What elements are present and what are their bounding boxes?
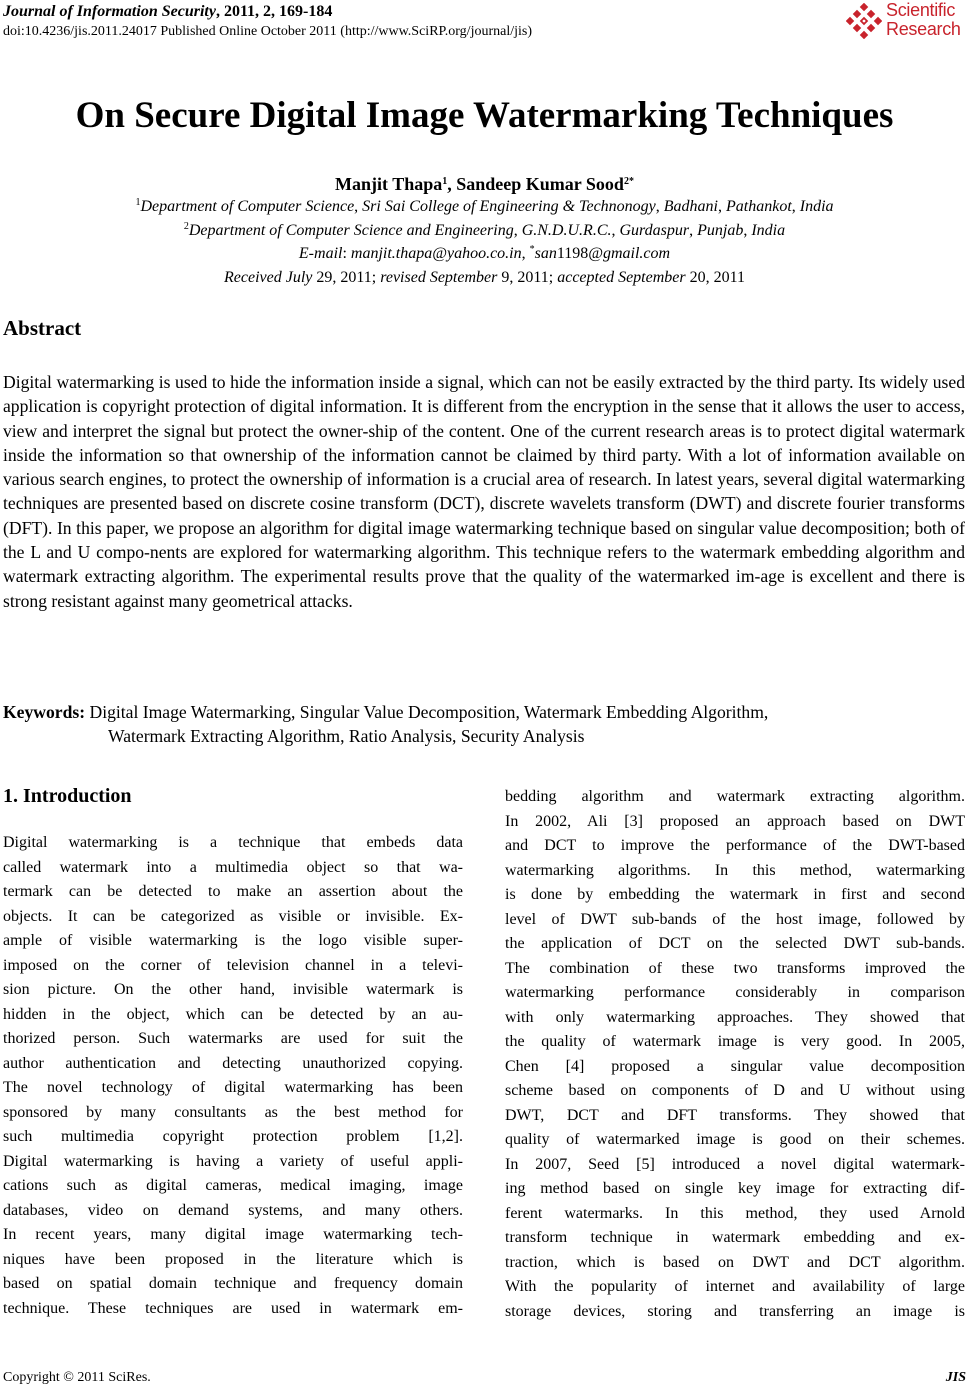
affiliation-2-dept: Department of Computer Science and Engineering — [188, 222, 514, 239]
author-list — [0, 172, 969, 196]
scirp-diamond-logo-icon — [846, 3, 882, 39]
text-line: cations such as digital cameras, medical imaging, image — [3, 1177, 463, 1194]
journal-name: Journal of Information Security — [3, 3, 216, 20]
text-line: ing method based on single key image for extracting dif- — [505, 1180, 965, 1197]
text-line: is done by embedding the watermark in first and second — [505, 886, 965, 903]
text-line: author authentication and detecting unauthorized copying. — [3, 1054, 463, 1072]
text-line: thorized person. Such watermarks are used for suit the — [3, 1030, 463, 1047]
email-1[interactable]: manjit.thapa@yahoo.co.in — [350, 245, 522, 262]
affiliation-2-country: India — [751, 222, 786, 239]
logo-line-2: Research — [886, 19, 961, 39]
text-line: and DCT to improve the performance of the DWT-based — [505, 837, 965, 854]
text-line: the application of DCT on the selected DWT sub-bands. — [505, 935, 965, 952]
abstract-heading: Abstract — [3, 316, 82, 340]
text-line: In recent years, many digital image watermarking tech- — [3, 1226, 463, 1243]
dates-line — [0, 267, 969, 289]
text-line: In 2007, Seed [5] introduced a novel digital watermark- — [505, 1155, 965, 1173]
email-2-user[interactable]: san — [534, 245, 557, 262]
text-line: watermarking algorithms. In this method, watermarking — [505, 861, 965, 879]
text-line: sponsored by many consultants as the best method for — [3, 1103, 463, 1121]
text-line: transform technique in watermark embedding and ex- — [505, 1229, 965, 1246]
keywords-label: Keywords: — [3, 702, 86, 722]
paper-title: On Secure Digital Image Watermarking Techniques — [75, 95, 894, 136]
text-line: sion picture. On the other hand, invisible watermark is — [3, 981, 463, 998]
affiliation-1-town: Badhani — [663, 198, 718, 215]
keywords-line-1 — [3, 700, 969, 724]
affiliation-2-college: G.N.D.U.R.C. — [521, 222, 612, 239]
text-line: bedding algorithm and watermark extracting algorithm. — [505, 788, 965, 805]
publisher-logo — [846, 1, 968, 43]
email-2-domain[interactable]: @gmail.com — [588, 245, 671, 262]
text-line: based on spatial domain technique and frequency domain — [3, 1275, 463, 1292]
text-line: with only watermarking approaches. They showed that — [505, 1008, 965, 1026]
accepted-date: 20, 2011 — [685, 269, 746, 286]
text-line: technique. These techniques are used in watermark em- — [3, 1299, 463, 1317]
journal-citation — [3, 2, 332, 22]
text-line: imposed on the corner of television channel in a televi- — [3, 956, 463, 974]
text-line: DWT, DCT and DFT transforms. They showed that — [505, 1106, 965, 1124]
affiliation-1-college: Sri Sai College of Engineering & Technonogy — [362, 198, 656, 215]
text-line: Digital watermarking is a technique that embeds data — [3, 834, 463, 851]
affiliation-1-country: India — [799, 198, 834, 215]
author-separator: , — [447, 174, 457, 194]
email-2-number[interactable]: 1198 — [556, 245, 589, 262]
keywords-line-2: Watermark Extracting Algorithm, Ratio Analysis, Security Analysis — [108, 726, 585, 746]
author-1: Manjit Thapa — [335, 174, 443, 194]
text-line: called watermark into a multimedia object so that wa- — [3, 858, 463, 876]
text-line: ferent watermarks. In this method, they used Arnold — [505, 1204, 965, 1222]
text-line: niques have been proposed in the literature which is — [3, 1250, 463, 1268]
text-line: The novel technology of digital watermarking has been — [3, 1079, 463, 1096]
email-2-sup: * — [529, 244, 535, 255]
affiliation-2-city: Gurdaspur — [619, 222, 690, 239]
revised-label: revised September — [380, 269, 498, 286]
text-line: Digital watermarking is having a variety of useful appli- — [3, 1152, 463, 1170]
received-label: Received July — [223, 269, 313, 286]
text-line: traction, which is based on DWT and DCT algorithm. — [505, 1253, 965, 1271]
text-line: termark can be detected to make an assertion about the — [3, 883, 463, 900]
keywords-block — [3, 700, 969, 748]
text-line: objects. It can be categorized as visible or invisible. Ex- — [3, 907, 463, 925]
text-line: ample of visible watermarking is the logo visible super- — [3, 932, 463, 949]
text-line: scheme based on components of D and U without using — [505, 1082, 965, 1099]
abstract-text: Digital watermarking is used to hide the information inside a signal, which can not be easily extracted by the third party. Its widely used application is copyright protection of digital information. It is different from the encryption in the sense that it allows the user to access, view and interpret the signal but protect the owner-ship of the content. One of the current research areas is to protect digital watermark inside the information so that ownership of the information cannot be claimed by third party. With a lot of information available on various search engines, to protect the ownership of information is a crucial area of research. In latest years, several digital watermarking techniques are presented based on discrete cosine transform (DCT), discrete wavelets transform (DWT) and discrete fourier transforms (DFT). In this paper, we propose an algorithm for digital image watermarking technique based on singular value decomposition; both of the L and U compo-nents are explored for watermarking algorithm. This technique refers to the watermark embedding algorithm and watermark extracting algorithm. The experimental results prove that the quality of the watermarked im-age is excellent and there is strong resistant against many geometrical attacks. — [3, 372, 965, 611]
copyright-footer: Copyright © 2011 SciRes. — [3, 1370, 151, 1385]
accepted-label: accepted September — [557, 269, 686, 286]
text-line: storage devices, storing and transferring an image is — [505, 1302, 965, 1320]
affiliation-1-sup: 1 — [135, 197, 141, 208]
affiliation-2-sup: 2 — [183, 221, 189, 232]
affiliation-1-dept: Department of Computer Science — [140, 198, 355, 215]
doi-line: doi:10.4236/jis.2011.24017 Published Online October 2011 (http://www.SciRP.org/journal/jis) — [3, 24, 533, 39]
author-1-sup: 1 — [442, 176, 448, 187]
introduction-right-column — [505, 785, 965, 1324]
journal-volume: , 2011, 2, 169-184 — [215, 3, 333, 20]
publisher-logo-text — [886, 1, 961, 39]
logo-line-1: Scientific — [886, 0, 956, 20]
introduction-heading: 1. Introduction — [3, 785, 132, 807]
introduction-left-column — [3, 831, 463, 1321]
revised-date: 9, 2011; — [497, 269, 558, 286]
affiliation-2-state: Punjab — [697, 222, 744, 239]
affiliation-2: $^2$Department of Computer Science and Engineering, G.N.D.U.R.C., Gurdaspur, Punjab, India — [183, 221, 786, 239]
affiliation-1: $^1$Department of Computer Science, Sri Sai College of Engineering & Technonogy, Badhani, Pathankot, India — [135, 197, 834, 215]
text-line: databases, video on demand systems, and many others. — [3, 1201, 463, 1219]
received-date: 29, 2011; — [312, 269, 381, 286]
text-line: The combination of these two transforms improved the — [505, 959, 965, 977]
journal-abbreviation-footer: JIS — [945, 1370, 966, 1385]
text-line: hidden in the object, which can be detected by an au- — [3, 1005, 463, 1023]
author-2: Sandeep Kumar Sood — [456, 174, 624, 194]
author-2-sup: 2* — [623, 176, 634, 187]
email-label: E-mail — [298, 245, 343, 262]
text-line: the quality of watermark image is very good. In 2005, — [505, 1033, 965, 1050]
text-line: In 2002, Ali [3] proposed an approach based on DWT — [505, 812, 965, 830]
text-line: watermarking performance considerably in comparison — [505, 984, 965, 1001]
affiliation-1-city: Pathankot — [726, 198, 792, 215]
keywords-text-1: Digital Image Watermarking, Singular Value Decomposition, Watermark Embedding Algorithm, — [89, 702, 769, 722]
text-line: such multimedia copyright protection problem [1,2]. — [3, 1128, 463, 1145]
text-line: quality of watermarked image is good on their schemes. — [505, 1131, 965, 1148]
text-line: With the popularity of internet and availability of large — [505, 1278, 965, 1295]
text-line: level of DWT sub-bands of the host image, followed by — [505, 910, 965, 928]
email-line: E-mail: manjit.thapa@yahoo.co.in, *san1198@gmail.com — [298, 244, 671, 262]
text-line: Chen [4] proposed a singular value decomposition — [505, 1057, 965, 1075]
